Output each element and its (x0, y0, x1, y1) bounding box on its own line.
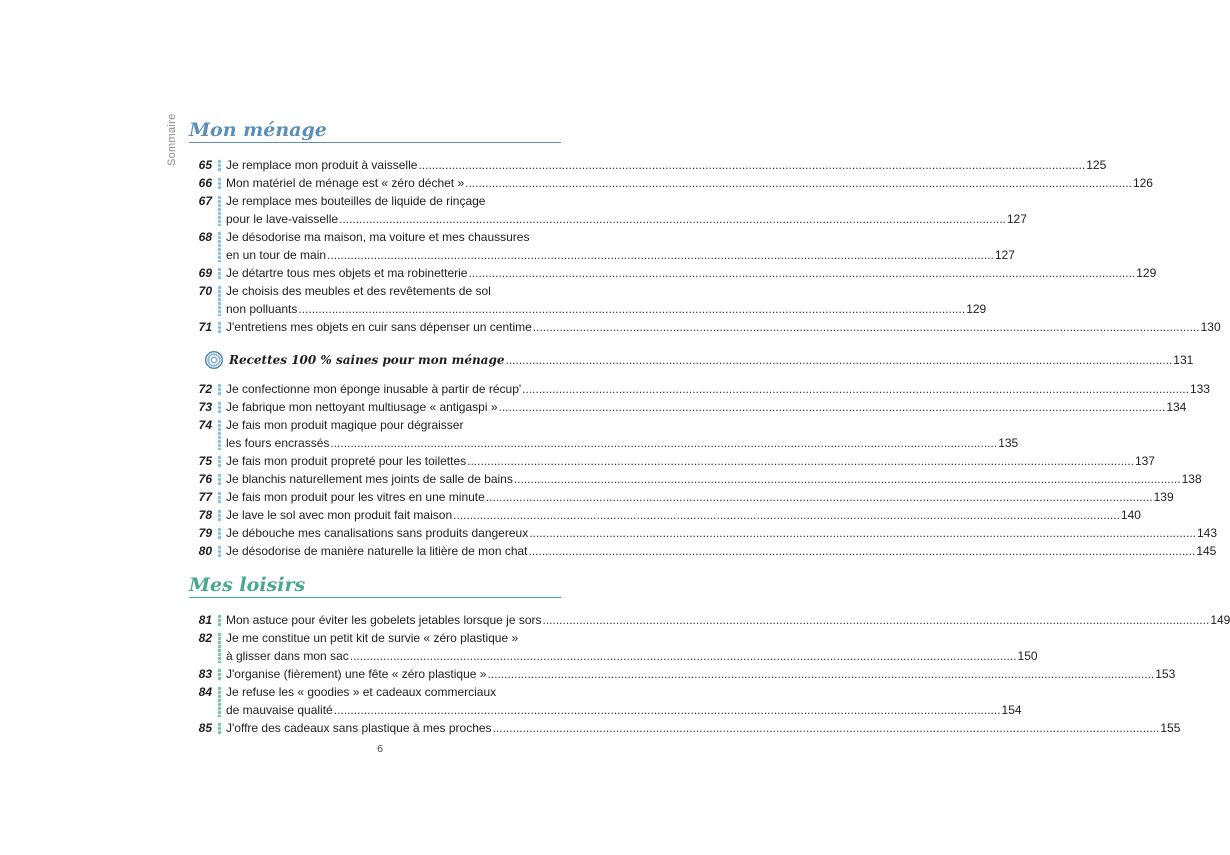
entry-page: 135 (998, 436, 1019, 450)
entry-text-line: à glisser dans mon sac (226, 649, 349, 663)
entry-body (216, 488, 1174, 506)
entry-number: 72 (198, 382, 212, 396)
entry-body (216, 282, 986, 318)
toc-entry[interactable] (185, 470, 1202, 488)
entry-text-line: Je remplace mes bouteilles de liquide de rinçage (226, 194, 486, 208)
toc-entry[interactable] (185, 416, 1019, 452)
entry-number: 75 (198, 454, 212, 468)
toc-entry[interactable] (185, 542, 1217, 560)
entry-number: 69 (198, 266, 212, 280)
toc-entry[interactable] (185, 629, 1038, 665)
toc-entry[interactable] (185, 398, 1187, 416)
entry-text-line: Je lave le sol avec mon produit fait maison (226, 508, 453, 522)
toc-entry[interactable] (185, 174, 1153, 192)
entry-number: 80 (198, 544, 212, 558)
entry-text-line: Je remplace mon produit à vaisselle (226, 158, 418, 172)
toc-entry[interactable] (185, 524, 1218, 542)
page-number: 6 (376, 744, 384, 755)
entry-number: 67 (198, 194, 212, 208)
toc-list-menage (185, 156, 1221, 336)
entry-body (216, 264, 1156, 282)
recipe-entry[interactable] (205, 351, 1194, 369)
dot-leader (298, 300, 965, 318)
toc-list-recettes (185, 380, 1218, 560)
entry-page: 140 (1120, 508, 1141, 522)
dot-leader (493, 719, 1160, 737)
entry-text-line: Je détartre tous mes objets et ma robinetterie (226, 266, 468, 280)
dot-leader (529, 524, 1196, 542)
dot-leader (327, 246, 994, 264)
entry-text-line: Je confectionne mon éponge inusable à partir de récup' (226, 382, 522, 396)
sponge-circle-icon (205, 351, 223, 369)
entry-number: 70 (198, 284, 212, 298)
entry-body (216, 380, 1210, 398)
entry-page: 134 (1166, 400, 1187, 414)
entry-number: 68 (198, 230, 212, 244)
toc-entry[interactable] (185, 192, 1027, 228)
entry-body (216, 156, 1106, 174)
dot-leader (543, 611, 1210, 629)
entry-number: 78 (198, 508, 212, 522)
entry-text-line: J'entretiens mes objets en cuir sans dépenser un centime (226, 320, 532, 334)
toc-entry[interactable] (185, 380, 1210, 398)
toc-entry[interactable] (185, 683, 1022, 719)
entry-body (216, 683, 1022, 719)
toc-list-loisirs (185, 611, 1230, 737)
entry-number: 83 (198, 667, 212, 681)
entry-text-line: Mon matériel de ménage est « zéro déchet » (226, 176, 465, 190)
entry-text-line: Mon astuce pour éviter les gobelets jetables lorsque je sors (226, 613, 542, 627)
entry-page: 150 (1017, 649, 1038, 663)
dot-leader (522, 380, 1189, 398)
entry-body (216, 524, 1217, 542)
entry-page: 137 (1134, 454, 1155, 468)
entry-body (216, 228, 1015, 264)
entry-body (216, 719, 1180, 737)
dot-leader (514, 470, 1181, 488)
entry-page: 129 (1136, 266, 1157, 280)
dot-leader (468, 264, 1135, 282)
entry-page: 130 (1200, 320, 1221, 334)
toc-entry[interactable] (185, 282, 987, 318)
dot-leader (487, 665, 1154, 683)
dot-leader (453, 506, 1120, 524)
toc-entry[interactable] (185, 611, 1230, 629)
entry-page: 133 (1189, 382, 1210, 396)
entry-text-line: pour le lave-vaisselle (226, 212, 339, 226)
entry-number: 76 (198, 472, 212, 486)
dot-leader (465, 174, 1132, 192)
entry-number: 74 (198, 418, 212, 432)
entry-text-line: en un tour de main (226, 248, 327, 262)
entry-text-line: Je fais mon produit propreté pour les toilettes (226, 454, 467, 468)
entry-number: 71 (198, 320, 212, 334)
entry-body (216, 629, 1038, 665)
entry-text-line: Je me constitue un petit kit de survie « zéro plastique » (226, 631, 519, 645)
entry-page: 149 (1210, 613, 1230, 627)
toc-entry[interactable] (185, 719, 1181, 737)
entry-number: 77 (198, 490, 212, 504)
entry-page: 145 (1196, 544, 1217, 558)
entry-body (216, 318, 1221, 336)
entry-page: 127 (994, 248, 1015, 262)
entry-body (216, 542, 1216, 560)
entry-number: 65 (198, 158, 212, 172)
entry-text-line: Je désodorise ma maison, ma voiture et mes chaussures (226, 230, 530, 244)
dot-leader (505, 351, 1172, 369)
entry-text-line: Je fais mon produit magique pour dégraisser (226, 418, 464, 432)
section-title-mon-menage: Mon ménage (189, 119, 327, 141)
dot-leader (339, 210, 1006, 228)
section-rule (189, 597, 561, 598)
toc-entry[interactable] (185, 156, 1107, 174)
entry-number: 66 (198, 176, 212, 190)
entry-page: 129 (966, 302, 987, 316)
entry-number: 73 (198, 400, 212, 414)
entry-body (216, 665, 1175, 683)
dot-leader (499, 398, 1166, 416)
entry-text-line: Je blanchis naturellement mes joints de salle de bains (226, 472, 513, 486)
entry-number: 81 (198, 613, 212, 627)
toc-entry[interactable] (185, 488, 1174, 506)
entry-page: 155 (1160, 721, 1181, 735)
entry-text-line: J'organise (fièrement) une fête « zéro plastique » (226, 667, 487, 681)
entry-number: 85 (198, 721, 212, 735)
entry-number: 84 (198, 685, 212, 699)
dot-leader (486, 488, 1153, 506)
section-title-mes-loisirs: Mes loisirs (189, 574, 306, 596)
entry-body (216, 416, 1018, 452)
entry-page: 127 (1006, 212, 1027, 226)
entry-text-line: Je refuse les « goodies » et cadeaux commerciaux (226, 685, 497, 699)
entry-text-line: Je fais mon produit pour les vitres en une minute (226, 490, 485, 504)
dot-leader (467, 452, 1134, 470)
entry-text-line: J'offre des cadeaux sans plastique à mes proches (226, 721, 492, 735)
entry-body (216, 192, 1027, 228)
entry-text-line: Je désodorise de manière naturelle la litière de mon chat (226, 544, 528, 558)
toc-entry[interactable] (185, 264, 1157, 282)
entry-page: 126 (1132, 176, 1153, 190)
entry-body (216, 174, 1153, 192)
entry-number: 79 (198, 526, 212, 540)
entry-page: 153 (1155, 667, 1176, 681)
entry-page: 125 (1086, 158, 1107, 172)
toc-entry[interactable] (185, 665, 1176, 683)
recipe-page: 131 (1173, 353, 1194, 367)
entry-text-line: Je débouche mes canalisations sans produits dangereux (226, 526, 529, 540)
entry-body (216, 452, 1155, 470)
entry-text-line: de mauvaise qualité (226, 703, 333, 717)
recipe-label: Recettes 100 % saines pour mon ménage (229, 353, 505, 367)
entry-page: 138 (1181, 472, 1202, 486)
entry-body (216, 398, 1186, 416)
dot-leader (529, 542, 1196, 560)
entry-body (216, 506, 1141, 524)
entry-number: 82 (198, 631, 212, 645)
toc-entry[interactable] (185, 318, 1221, 336)
toc-entry[interactable] (185, 506, 1141, 524)
entry-text-line: les fours encrassés (226, 436, 330, 450)
dot-leader (350, 647, 1017, 665)
entry-text-line: Je choisis des meubles et des revêtements de sol (226, 284, 491, 298)
dot-leader (533, 318, 1200, 336)
dot-leader (418, 156, 1085, 174)
entry-page: 154 (1001, 703, 1022, 717)
entry-text-line: non polluants (226, 302, 298, 316)
dot-leader (334, 701, 1001, 719)
entry-page: 139 (1153, 490, 1174, 504)
entry-body (216, 470, 1202, 488)
section-rule (189, 142, 561, 143)
side-label-sommaire: Sommaire (166, 113, 178, 166)
entry-body (216, 611, 1230, 629)
toc-entry[interactable] (185, 452, 1155, 470)
dot-leader (330, 434, 997, 452)
entry-text-line: Je fabrique mon nettoyant multiusage « antigaspi » (226, 400, 498, 414)
toc-entry[interactable] (185, 228, 1015, 264)
entry-page: 143 (1197, 526, 1218, 540)
